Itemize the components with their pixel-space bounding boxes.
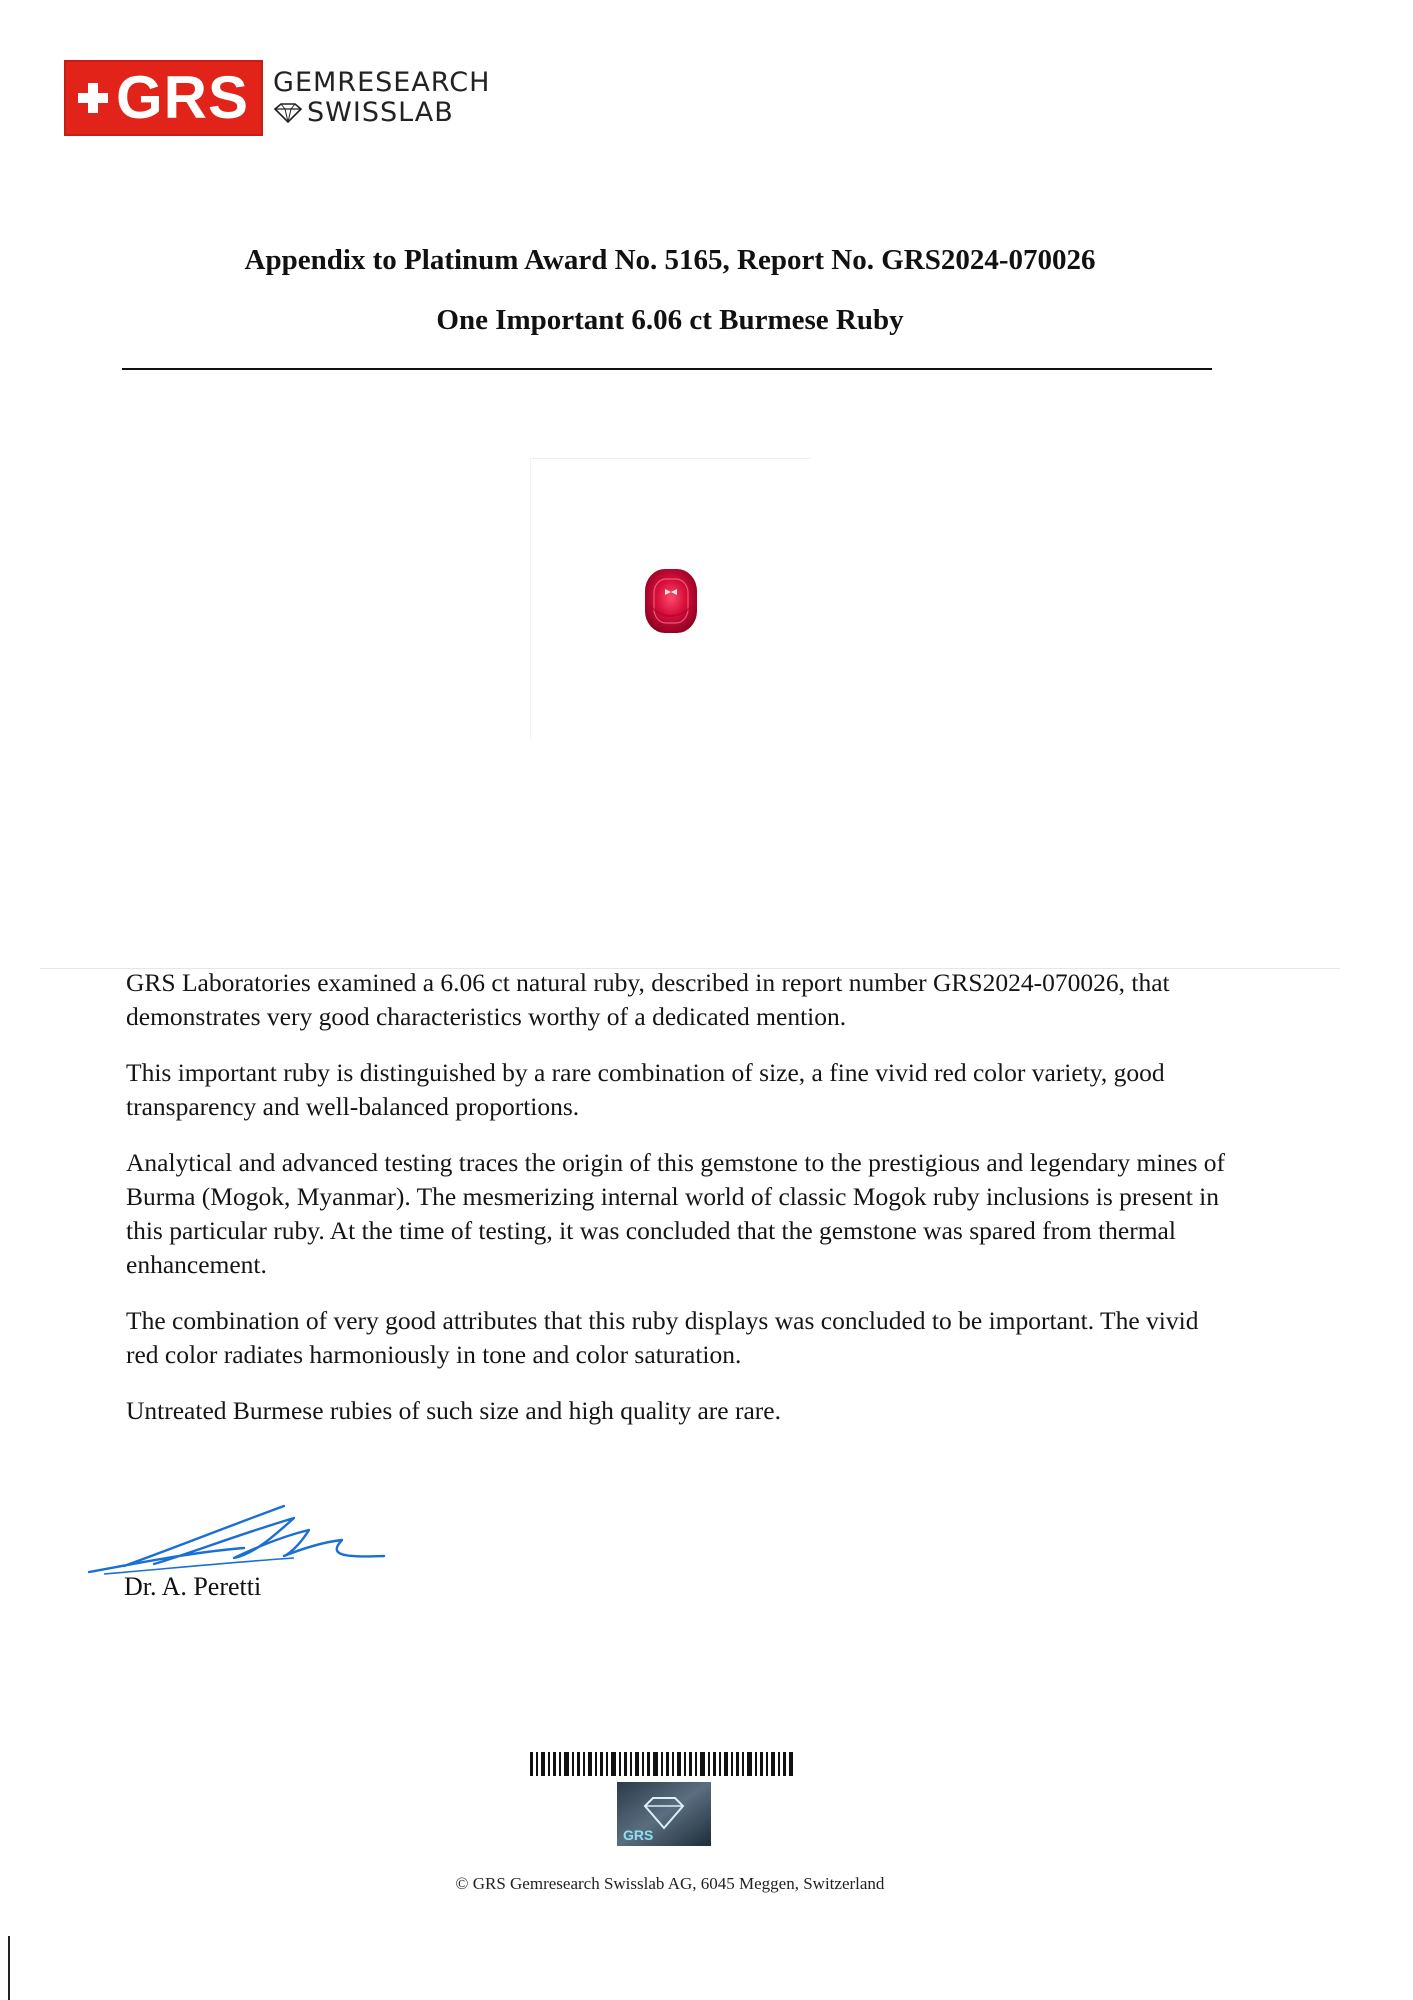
paragraph-origin: Analytical and advanced testing traces the origin of this gemstone to the prestigious and legendary mines of Burma (Mogok, Myanmar). The mesmerizing internal world of classic Mogok ruby inclusions is present in this particular ruby. At the time of testing, it was concluded that the gemstone was spared from thermal enhancement.	[126, 1148, 1226, 1279]
logo-line-swisslab-row	[273, 98, 490, 128]
swiss-cross-icon	[76, 81, 110, 115]
appendix-title: Appendix to Platinum Award No. 5165, Report No. GRS2024-070026	[244, 244, 1096, 276]
security-hologram	[617, 1782, 711, 1846]
grs-logo	[64, 62, 490, 134]
title-divider	[122, 368, 1212, 370]
ruby-gem-image	[643, 567, 699, 635]
scan-edge-mark	[8, 1936, 10, 2000]
hologram-text: GRS	[623, 1827, 654, 1843]
diamond-icon	[273, 103, 303, 123]
logo-letters: GRS	[116, 64, 250, 131]
paragraph-distinction: This important ruby is distinguished by a rare combination of size, a fine vivid red color variety, good transparency and well-balanced proportions.	[126, 1058, 1165, 1121]
logo-line-gemresearch: GEMRESEARCH	[273, 67, 491, 98]
report-body	[126, 966, 1236, 1450]
paragraph-rarity: Untreated Burmese rubies of such size and high quality are rare.	[126, 1396, 781, 1425]
ruby-photo	[530, 458, 811, 739]
signer-name: Dr. A. Peretti	[124, 1572, 262, 1601]
logo-badge	[64, 60, 263, 136]
paragraph-examination: GRS Laboratories examined a 6.06 ct natural ruby, described in report number GRS2024-070026, that demonstrates very good characteristics worthy of a dedicated mention.	[126, 968, 1170, 1031]
stone-title: One Important 6.06 ct Burmese Ruby	[436, 304, 904, 336]
footer-copyright: © GRS Gemresearch Swisslab AG, 6045 Meggen, Switzerland	[455, 1874, 885, 1893]
logo-line-swisslab: SWISSLAB	[307, 97, 454, 128]
paragraph-attributes: The combination of very good attributes that this ruby displays was concluded to be important. The vivid red color radiates harmoniously in tone and color saturation.	[126, 1306, 1199, 1369]
barcode-image	[530, 1752, 794, 1776]
logo-wordmark	[273, 68, 490, 128]
